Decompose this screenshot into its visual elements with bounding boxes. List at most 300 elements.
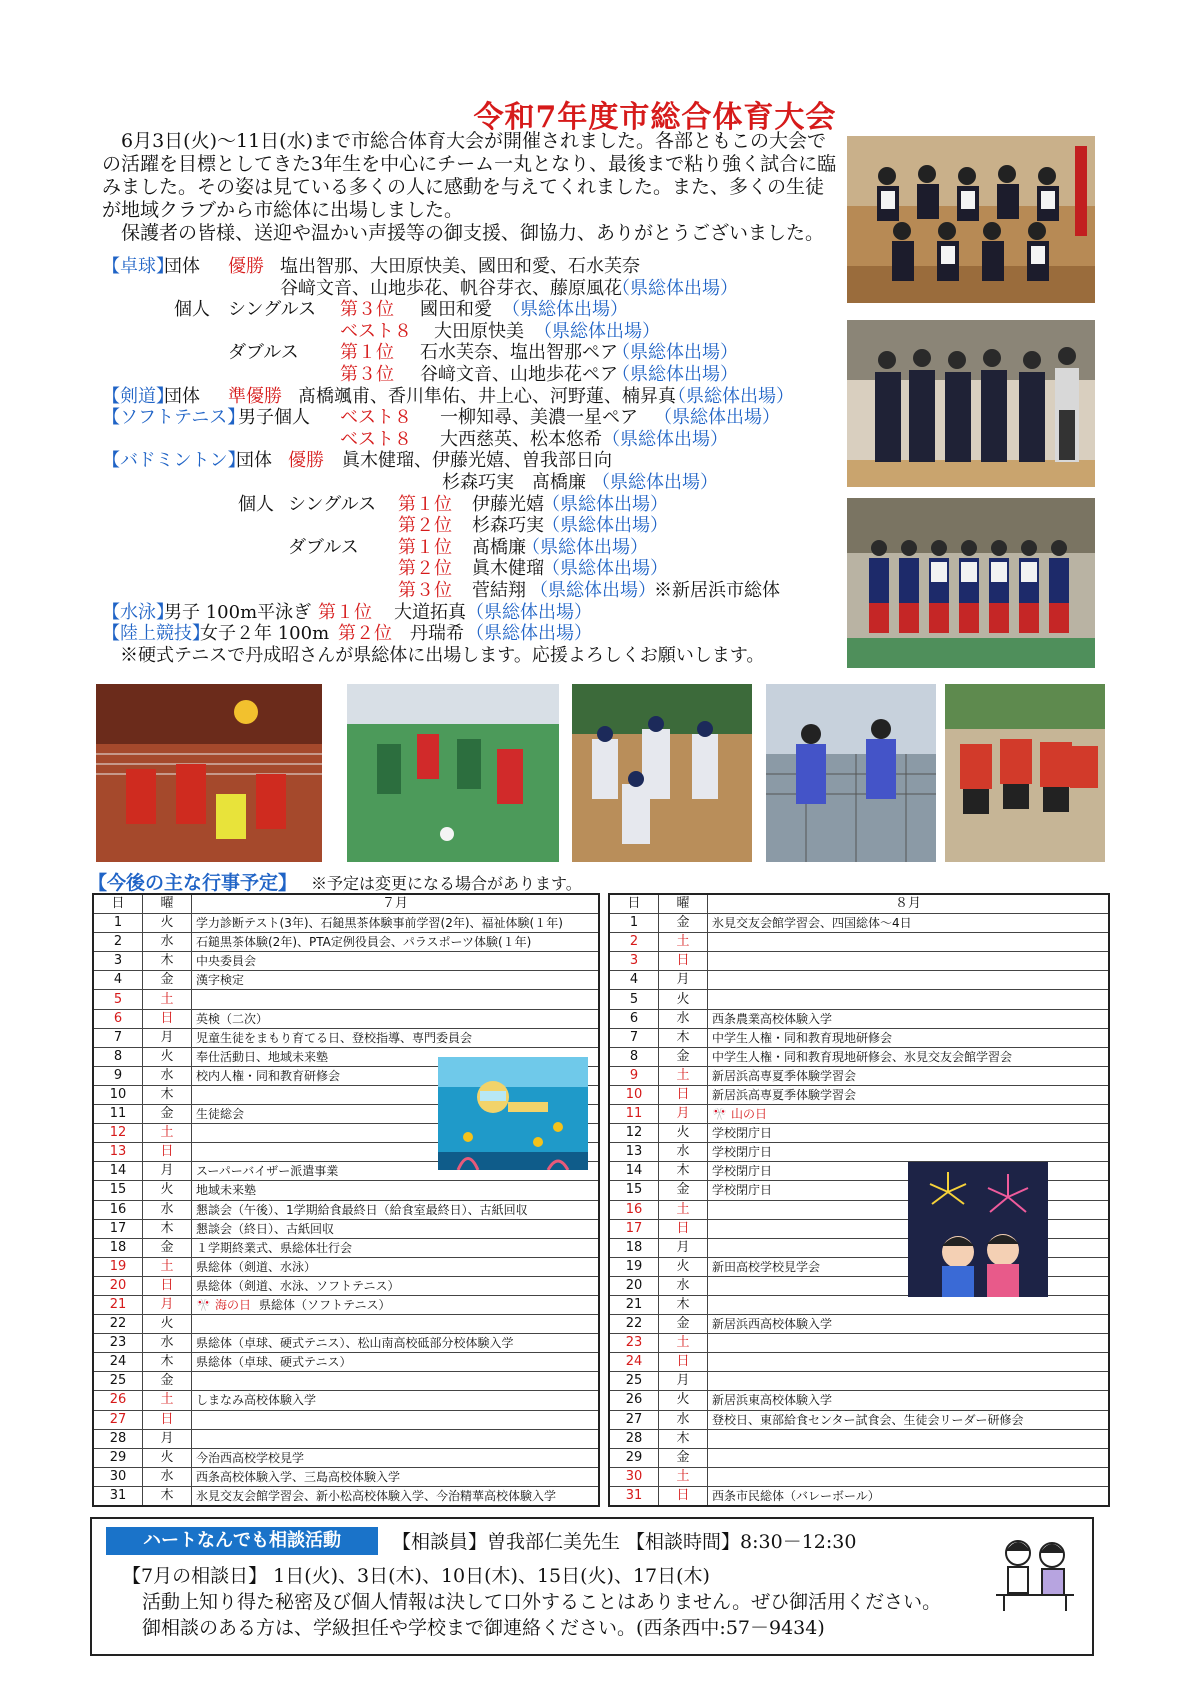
day-cell: 23 [93,1334,143,1353]
event-text: 学校閉庁日 [712,1183,773,1198]
weekday-cell: 土 [659,933,708,952]
table-row [93,1295,599,1314]
weekday-cell: 水 [143,933,192,952]
intro-text [102,130,837,245]
day-cell: 30 [609,1467,659,1486]
table-row [93,1334,599,1353]
holiday-flag-icon: 🎌 [712,1107,727,1122]
day-cell: 4 [93,971,143,990]
weekday-cell: 火 [143,1315,192,1334]
photo-volleyball [96,684,322,862]
july-dates: 【7月の相談日】 1日(火)、3日(木)、10日(木)、15日(火)、17日(木) [122,1565,710,1587]
weekday-cell: 木 [143,952,192,971]
result-line [102,494,842,516]
weekday-cell: 土 [659,1334,708,1353]
day-cell: 17 [93,1219,143,1238]
event-text: 中学生人権・同和教育現地研修会、氷見交友会館学習会 [712,1049,1013,1064]
event-text: 新居浜高専夏季体験学習会 [712,1087,857,1102]
result-line [102,321,842,343]
event-text: 奉仕活動日、地域未来塾 [196,1049,329,1064]
table-row [609,1143,1109,1162]
photo-tennis [766,684,936,862]
table-row [93,1448,599,1467]
weekday-cell: 月 [659,1105,708,1124]
weekday-cell: 日 [659,1486,708,1506]
qualified-note: （県総体出場） [612,342,738,364]
event-cell [192,1315,600,1334]
event-text: 学校閉庁日 [712,1126,773,1141]
weekday-cell: 木 [143,1219,192,1238]
weekday-cell: 土 [143,1124,192,1143]
table-row [609,1028,1109,1047]
day-cell: 8 [93,1047,143,1066]
rank: 優勝 [228,256,264,277]
day-cell: 9 [609,1066,659,1085]
day-cell: 31 [93,1486,143,1506]
event-cell [708,1353,1110,1372]
names: 國田和愛 [420,299,492,321]
day-cell: 17 [609,1219,659,1238]
table-row [609,1009,1109,1028]
qualified-note: （県総体出場） [612,277,738,299]
club-label: 【水泳】 [102,601,174,623]
event-cell [708,1085,1110,1104]
weekday-cell: 火 [143,1181,192,1200]
rank: 第３位 [340,299,394,321]
qualified-note: （県総体出場） [612,363,738,385]
event-cell [192,1353,600,1372]
footnote: ※新居浜市総体 [654,579,780,601]
event-text: 西条市民総体（バレーボール） [712,1488,880,1503]
event-cell [192,933,600,952]
event-text: 新居浜西高校体験入学 [712,1317,833,1332]
event-text: 児童生徒をまもり育てる日、登校指導、専門委員会 [196,1030,473,1045]
names: 大西慈英、松本悠希 [440,428,602,450]
event-cell [708,1410,1110,1429]
weekday-cell: 月 [659,1238,708,1257]
day-cell: 16 [93,1200,143,1219]
event-text: 氷見交友会館学習会、新小松高校体験入学、今治精華高校体験入学 [196,1488,557,1503]
event: ダブルス [288,536,359,558]
category: 団体 [164,385,200,407]
day-cell: 31 [609,1486,659,1506]
qualified-note: （県総体出場） [542,558,668,580]
day-cell: 10 [609,1085,659,1104]
club-label: 【バドミントン】 [102,450,246,472]
weekday-cell: 水 [143,1334,192,1353]
result-line [102,450,842,472]
table-row [609,1124,1109,1143]
names: 谷﨑文音、山地歩花、帆谷芽衣、藤原風花 [280,277,622,299]
rank: 第１位 [398,536,452,558]
event-text: １学期終業式、県総体壮行会 [196,1240,353,1255]
weekday-cell: 金 [659,914,708,933]
table-row [609,933,1109,952]
table-header-row [93,894,599,914]
day-cell: 19 [609,1257,659,1276]
event-cell [708,1448,1110,1467]
day-cell: 27 [93,1410,143,1429]
day-cell: 18 [93,1238,143,1257]
day-cell: 13 [93,1143,143,1162]
event-text: 今治西高校学校見学 [196,1450,305,1465]
counseling-section [90,1517,1094,1656]
event-text: 県総体（卓球、硬式テニス）、松山南高校砥部分校体験入学 [196,1336,514,1351]
weekday-cell: 日 [143,1410,192,1429]
day-cell: 4 [609,971,659,990]
qualified-note: （県総体出場） [466,601,592,623]
weekday-cell: 金 [143,971,192,990]
weekday-cell: 土 [659,1467,708,1486]
weekday-cell: 木 [659,1429,708,1448]
weekday-cell: 土 [143,1391,192,1410]
table-row [93,1276,599,1295]
event-text: 県総体（ソフトテニス） [258,1298,391,1313]
event-cell [708,1105,1110,1124]
qualified-note: （県総体出場） [668,385,794,407]
weekday-cell: 月 [659,1372,708,1391]
weekday-cell: 金 [143,1238,192,1257]
col-day: 日 [93,894,143,914]
day-cell: 12 [609,1124,659,1143]
day-cell: 6 [93,1009,143,1028]
day-cell: 14 [93,1162,143,1181]
event-cell [708,1467,1110,1486]
table-row [93,1219,599,1238]
table-row [609,971,1109,990]
event-text: 学力診断テスト(3年)、石鎚黒茶体験事前学習(2年)、福祉体験(１年) [196,916,563,931]
counselor-illustration [990,1523,1078,1613]
weekday-cell: 月 [143,1295,192,1314]
qualified-note: （県総体出場） [654,407,780,429]
event-cell [708,1124,1110,1143]
weekday-cell: 土 [659,1066,708,1085]
weekday-cell: 日 [659,1085,708,1104]
names: 大田原快美 [434,320,524,342]
table-row [93,1429,599,1448]
table-row [93,971,599,990]
day-cell: 11 [609,1105,659,1124]
event-cell [192,1448,600,1467]
table-row [93,933,599,952]
club-label: 【ソフトテニス】 [102,407,246,429]
weekday-cell: 日 [659,1219,708,1238]
names: 菅結翔 [472,579,526,601]
col-august: ８月 [708,894,1110,914]
photo-table-tennis-team [847,136,1095,303]
result-line [102,623,842,645]
table-row [609,1486,1109,1506]
rank: 第１位 [318,601,372,623]
result-line [102,407,842,429]
event-text: 中央委員会 [196,954,257,969]
holiday-name: 山の日 [730,1107,767,1122]
event-cell [708,933,1110,952]
event-cell [192,1372,600,1391]
photo-relay-team [945,684,1105,862]
names: 丹瑞希 [410,623,464,645]
weekday-cell: 土 [659,1200,708,1219]
results-list [102,256,842,666]
event-cell [708,1372,1110,1391]
event-cell [192,990,600,1009]
result-line [102,342,842,364]
day-cell: 9 [93,1066,143,1085]
day-cell: 24 [609,1353,659,1372]
names: 谷﨑文音、山地歩花ペア [420,363,618,385]
weekday-cell: 火 [659,1124,708,1143]
club-label: 【卓球】 [102,256,174,277]
day-cell: 16 [609,1200,659,1219]
names: 伊藤光嬉 [472,493,544,515]
rank: 第３位 [340,363,394,385]
qualified-note: （県総体出場） [502,299,628,321]
weekday-cell: 木 [143,1353,192,1372]
names: 髙橋廉 [472,536,526,558]
event-cell [708,1066,1110,1085]
table-row [609,1047,1109,1066]
day-cell: 11 [93,1105,143,1124]
result-line [102,472,842,494]
day-cell: 13 [609,1143,659,1162]
event-cell [708,1009,1110,1028]
category: 個人 [238,493,274,515]
table-row [609,1315,1109,1334]
event-cell [192,1276,600,1295]
intro-paragraph-2: 保護者の皆様、送迎や温かい声援等の御支援、御協力、ありがとうございました。 [102,222,825,244]
event-cell [192,1410,600,1429]
qualified-note: （県総体出場） [592,471,718,493]
event-cell [708,1334,1110,1353]
event-cell [708,1391,1110,1410]
qualified-note: （県総体出場） [542,493,668,515]
event-text: スーパーバイザー派遣事業 [196,1164,339,1179]
names: 髙橋颯甫、香川隼佑、井上心、河野蓮、楠昇真 [298,385,676,407]
rank: 優勝 [288,450,324,472]
table-row [93,1028,599,1047]
counseling-badge: ハートなんでも相談活動 [106,1527,378,1555]
weekday-cell: 日 [143,1009,192,1028]
weekday-cell: 火 [659,1257,708,1276]
page-title: 令和7年度市総合体育大会 [473,100,837,135]
weekday-cell: 木 [659,1028,708,1047]
day-cell: 7 [609,1028,659,1047]
rank: 第１位 [340,342,394,364]
day-cell: 22 [609,1315,659,1334]
table-row [93,990,599,1009]
event-text: 漢字検定 [196,973,245,988]
club-label: 【剣道】 [102,385,174,407]
tennis-note: ※硬式テニスで丹成昭さんが県総体に出場します。応援よろしくお願いします。 [102,644,765,666]
qualified-note: （県総体出場） [466,623,592,645]
rank: 第２位 [398,515,452,537]
table-row [93,1181,599,1200]
fireworks-illustration [908,1162,1048,1297]
category: 団体 [236,450,272,472]
photo-soccer [347,684,559,862]
event-cell [192,1257,600,1276]
event-text: 西条高校体験入学、三島高校体験入学 [196,1469,401,1484]
event-cell [708,1295,1110,1314]
schedule-title: 【今後の主な行事予定】 [88,872,298,894]
table-row [609,914,1109,933]
rank: 第２位 [338,623,392,645]
qualified-note: （県総体出場） [522,536,648,558]
result-line [102,645,842,667]
day-cell: 3 [93,952,143,971]
day-cell: 10 [93,1085,143,1104]
day-cell: 1 [93,914,143,933]
day-cell: 14 [609,1162,659,1181]
event: シングルス [288,493,377,515]
summer-diving-illustration [438,1057,588,1170]
event: シングルス [228,299,317,321]
result-line [102,278,842,300]
table-row [609,1295,1109,1314]
table-row [609,1467,1109,1486]
day-cell: 25 [93,1372,143,1391]
day-cell: 15 [93,1181,143,1200]
day-cell: 20 [609,1276,659,1295]
result-line [102,256,842,278]
event-cell [708,1028,1110,1047]
table-row [93,1200,599,1219]
names: 杉森巧実 髙橋廉 [442,471,586,493]
counselor-info: 【相談員】曽我部仁美先生 【相談時間】8:30－12:30 [392,1531,857,1553]
category: 男子 100m平泳ぎ [164,601,312,623]
table-row [93,1238,599,1257]
table-row [93,914,599,933]
privacy-note: 活動上知り得た秘密及び個人情報は決して口外することはありません。ぜひ御活用ください。 [142,1591,942,1613]
names: 石水芙奈、塩出智那ペア [420,342,618,364]
table-row [609,1085,1109,1104]
event-text: 懇談会（午後）、1学期給食最終日（給食室最終日）、古紙回収 [196,1202,528,1217]
day-cell: 2 [609,933,659,952]
weekday-cell: 月 [659,971,708,990]
day-cell: 30 [93,1467,143,1486]
holiday-flag-icon: 🎌 [196,1298,211,1313]
table-row [609,1353,1109,1372]
rank: ベスト８ [340,407,412,429]
july-rows [93,914,599,1506]
rank: ベスト８ [340,428,412,450]
day-cell: 22 [93,1315,143,1334]
event-cell [192,1486,600,1506]
col-dow: 曜 [143,894,192,914]
result-line [102,299,842,321]
day-cell: 20 [93,1276,143,1295]
result-line [102,386,842,408]
weekday-cell: 火 [143,914,192,933]
qualified-note: （県総体出場） [542,515,668,537]
table-row [93,1315,599,1334]
july-schedule-table [92,893,600,1507]
event-cell [192,1429,600,1448]
names: 杉森巧実 [472,515,544,537]
weekday-cell: 土 [143,1257,192,1276]
col-dow: 曜 [659,894,708,914]
day-cell: 27 [609,1410,659,1429]
table-row [93,1391,599,1410]
event-cell [192,1009,600,1028]
result-line [102,580,842,602]
event-cell [708,971,1110,990]
day-cell: 24 [93,1353,143,1372]
event-text: 校内人権・同和教育研修会 [196,1068,341,1083]
day-cell: 26 [609,1391,659,1410]
event-text: 県総体（剣道、水泳、ソフトテニス） [196,1278,400,1293]
result-line [102,558,842,580]
event-text: しまなみ高校体験入学 [196,1393,317,1408]
photo-kendo-team [847,320,1095,487]
event-cell [192,1181,600,1200]
table-header-row [609,894,1109,914]
event-cell [192,1028,600,1047]
event-cell [192,1295,600,1314]
weekday-cell: 金 [143,1105,192,1124]
event-text: 新田高校学校見学会 [712,1259,821,1274]
category: 個人 [174,299,210,321]
weekday-cell: 日 [659,1353,708,1372]
event-text: 登校日、東部給食センター試食会、生徒会リーダー研修会 [712,1412,1024,1427]
result-line [102,537,842,559]
weekday-cell: 金 [659,1047,708,1066]
weekday-cell: 金 [659,1315,708,1334]
rank: 第１位 [398,493,452,515]
weekday-cell: 日 [143,1143,192,1162]
names: 塩出智那、大田原快美、國田和愛、石水芙奈 [280,256,640,277]
names: 大道拓真 [394,601,466,623]
photo-baseball [572,684,752,862]
table-row [609,1372,1109,1391]
table-row [609,1334,1109,1353]
schedule-heading [88,868,582,895]
event-text: 新居浜高専夏季体験学習会 [712,1068,857,1083]
weekday-cell: 金 [659,1448,708,1467]
event-cell [192,914,600,933]
day-cell: 29 [93,1448,143,1467]
weekday-cell: 水 [143,1066,192,1085]
event-text: 学校閉庁日 [712,1145,773,1160]
day-cell: 21 [93,1295,143,1314]
table-row [93,1353,599,1372]
weekday-cell: 月 [143,1162,192,1181]
day-cell: 5 [609,990,659,1009]
event-text: 地域未来塾 [196,1183,257,1198]
category: 男子個人 [238,407,310,429]
event-text: 新居浜東高校体験入学 [712,1393,833,1408]
result-line [102,515,842,537]
weekday-cell: 月 [143,1028,192,1047]
day-cell: 5 [93,990,143,1009]
weekday-cell: 木 [659,1162,708,1181]
day-cell: 21 [609,1295,659,1314]
day-cell: 7 [93,1028,143,1047]
event-cell [708,1143,1110,1162]
event-cell [192,1467,600,1486]
photo-badminton-team [847,498,1095,668]
result-line [102,602,842,624]
table-row [93,1467,599,1486]
event-text: 懇談会（終日）、古紙回収 [196,1221,335,1236]
contact-note: 御相談のある方は、学級担任や学校まで御連絡ください。(西条西中:57－9434) [142,1617,825,1639]
event-cell [708,1429,1110,1448]
table-row [609,952,1109,971]
event: ダブルス [228,342,299,364]
event-cell [708,990,1110,1009]
day-cell: 6 [609,1009,659,1028]
event-cell [192,1238,600,1257]
